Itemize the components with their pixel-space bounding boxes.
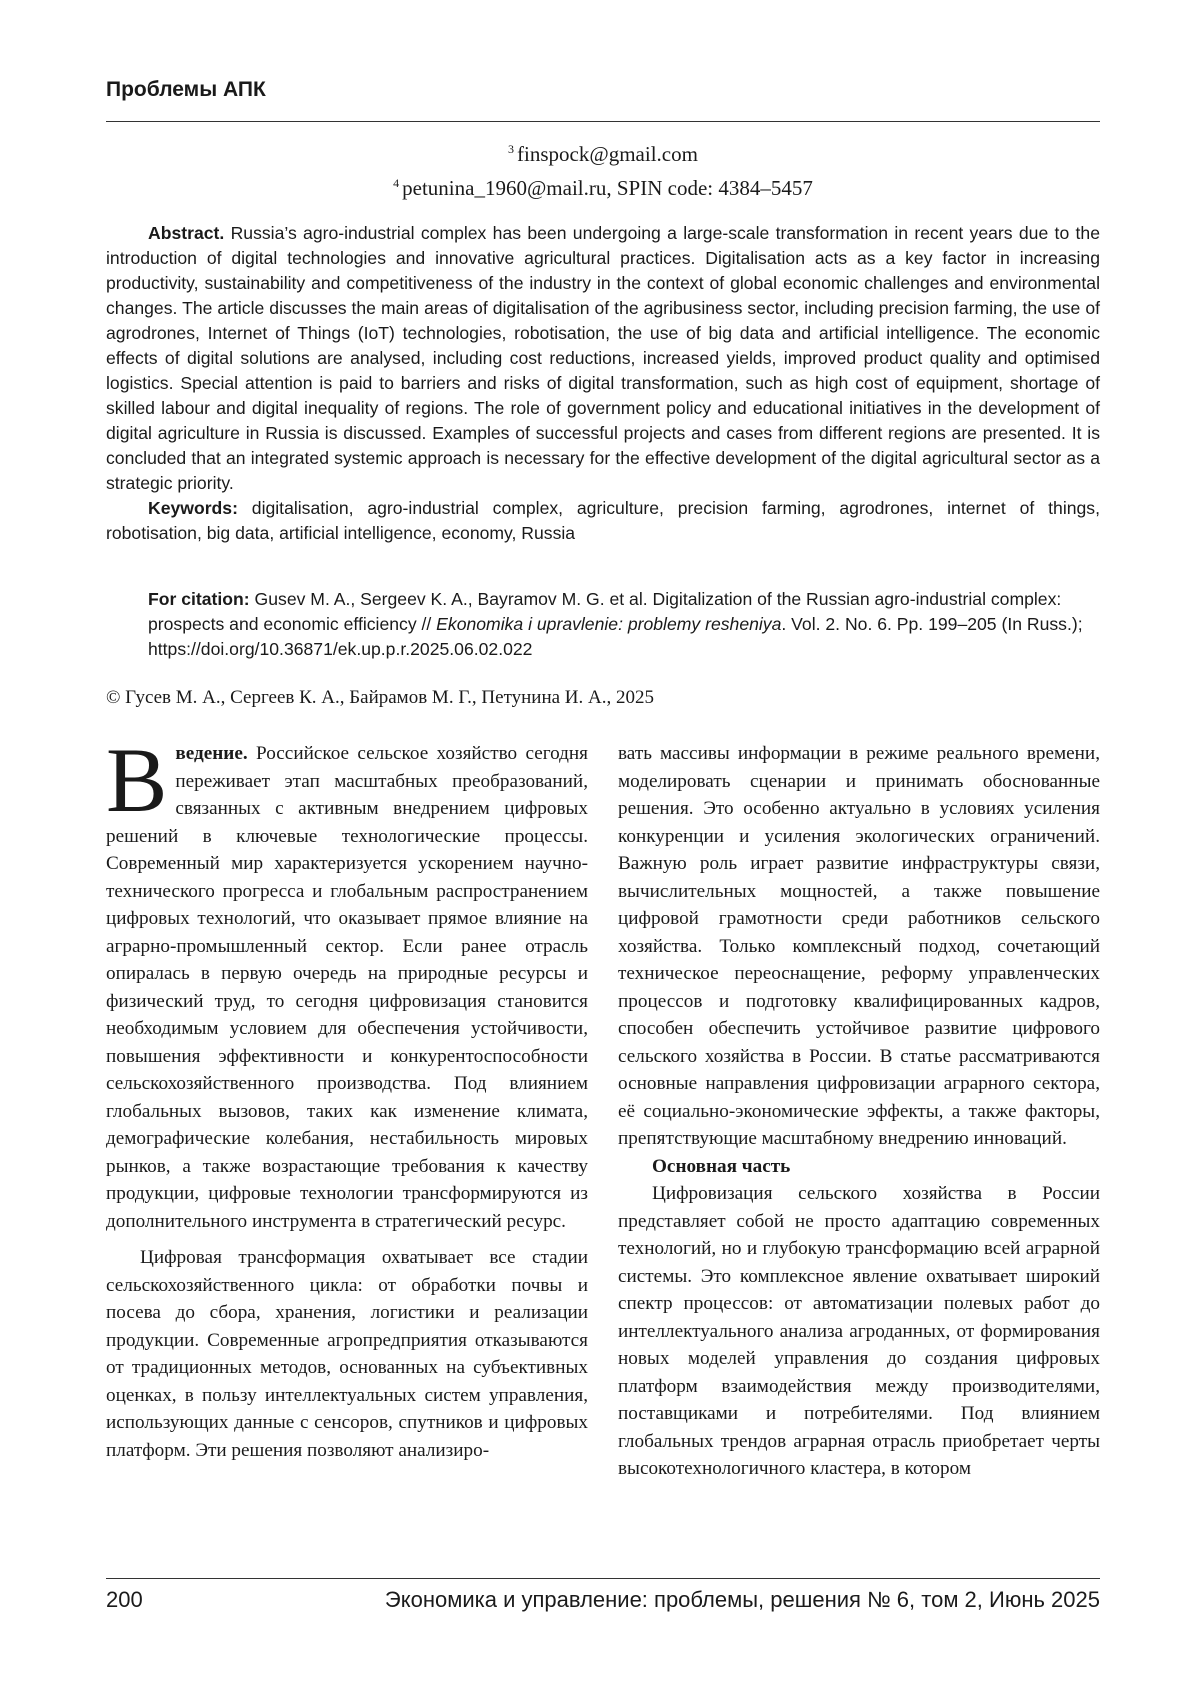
citation	[148, 587, 1100, 662]
abstract	[106, 221, 1100, 496]
affiliation-number: 3	[508, 142, 515, 156]
article-body	[106, 729, 1100, 1568]
keywords-label: Keywords:	[148, 498, 238, 518]
citation-journal: Ekonomika i upravlenie: problemy resheniya	[436, 614, 782, 634]
left-column	[106, 729, 589, 1464]
citation-details: . Vol. 2. No. 6. Pp. 199–205 (In Russ.); https://doi.org/10.36871/ek.up.p.r.2025.06.02.022	[148, 614, 1083, 659]
copyright-line: © Гусев М. А., Сергеев К. А., Байрамов М. Г., Петунина И. А., 2025	[106, 687, 655, 708]
section-heading: Основная часть	[652, 1155, 791, 1177]
drop-cap: В	[106, 729, 168, 831]
intro-paragraph	[106, 729, 589, 1235]
citation-label: For citation:	[148, 589, 250, 609]
journal-footer: Экономика и управление: проблемы, решения № 6, том 2, Июнь 2025	[384, 1587, 1100, 1612]
body-paragraph: Цифровизация сельского хозяйства в России представляет собой не просто адаптацию современных технологий, но и глубокую трансформацию всей аграрной системы. Это комплексное явление охватывает широкий спектр процессов: от автоматизации полевых работ до интеллектуального анализа агроданных, от формирования новых моделей управления до создания цифровых платформ взаимодействия между производителями, поставщиками и потребителями. Под влиянием глобальных трендов аграрная отрасль приобретает черты высокотехнологичного кластера, в котором	[618, 1183, 1100, 1479]
email-text: finspock@gmail.com	[517, 142, 698, 166]
abstract-block	[106, 221, 1100, 546]
author-emails	[106, 135, 1100, 203]
keywords-text: digitalisation, agro-industrial complex, agriculture, precision farming, agrodrones, internet of things, robotisation, big data, artificial intelligence, economy, Russia	[106, 498, 1100, 543]
keywords	[106, 496, 1100, 546]
email-line	[106, 135, 1100, 169]
intro-text: Российское сельское хозяйство сегодня переживает этап масштабных преобразований, связанных с активным внедрением цифровых решений в ключевые технологические процессы. Современный мир характеризуется ускорением научно-технического прогресса и глобальным распространением цифровых технологий, что оказывает прямое влияние на аграрно-промышленный сектор. Если ранее отрасль опиралась в первую очередь на природные ресурсы и физический труд, то сегодня цифровизация становится необходимым условием для обеспечения устойчивости, повышения эффективности и конкурентоспособности сельскохозяйственного производства. Под влиянием глобальных вызовов, таких как изменение климата, демографические колебания, нестабильность мировых рынков, а также возрастающие требования к качеству продукции, цифровые технологии трансформируются из дополнительного инструмента в стратегический ресурс.	[106, 743, 589, 1232]
header-divider	[106, 121, 1100, 122]
running-header	[106, 78, 1100, 102]
citation-text: Gusev M. A., Sergeev K. A., Bayramov M. G. et al. Digitalization of the Russian agro-industrial complex: prospects and economic efficiency //	[148, 589, 1062, 634]
citation-block	[148, 587, 1100, 662]
intro-heading: ведение.	[175, 743, 248, 764]
affiliation-number: 4	[393, 176, 400, 190]
email-text: petunina_1960@mail.ru, SPIN code: 4384–5457	[402, 176, 813, 200]
body-paragraph-continued: вать массивы информации в режиме реального времени, моделировать сценарии и принимать обоснованные решения. Это особенно актуально в условиях усиления конкуренции и усиления экологических ограничений. Важную роль играет развитие инфраструктуры связи, вычислительных мощностей, а также повышение цифровой грамотности среди работников сельского хозяйства. Только комплексный подход, сочетающий техническое переоснащение, реформу управленческих процессов и подготовку квалифицированных кадров, способен обеспечить устойчивое развитие цифрового сельского хозяйства в России. В статье рассматриваются основные направления цифровизации аграрного сектора, её социально-экономические эффекты, а также факторы, препятствующие масштабному внедрению инноваций.	[618, 743, 1100, 1149]
email-line	[106, 169, 1100, 203]
page-number: 200	[106, 1587, 143, 1612]
right-column	[618, 740, 1100, 1483]
footer-divider	[106, 1578, 1100, 1579]
body-paragraph: Цифровая трансформация охватывает все стадии сельскохозяйственного цикла: от обработки почвы и посева до сбора, хранения, логистики и реализации продукции. Современные агропредприятия отказываются от традиционных методов, основанных на субъективных оценках, в пользу интеллектуальных систем управления, использующих данные с сенсоров, спутников и цифровых платформ. Эти решения позволяют анализиро-	[106, 1247, 588, 1461]
section-title: Проблемы АПК	[106, 78, 266, 101]
abstract-label: Abstract.	[148, 223, 225, 243]
page	[106, 0, 1100, 1698]
abstract-text: Russia’s agro-industrial complex has been undergoing a large-scale transformation in recent years due to the introduction of digital technologies and innovative agricultural practices. Digitalisation acts as a key factor in increasing productivity, sustainability and competitiveness of the industry in the context of global economic challenges and environmental changes. The article discusses the main areas of digitalisation of the agribusiness sector, including precision farming, the use of agrodrones, Internet of Things (IoT) technologies, robotisation, the use of big data and artificial intelligence. The economic effects of digital solutions are analysed, including cost reductions, increased yields, improved product quality and optimised logistics. Special attention is paid to barriers and risks of digital transformation, such as high cost of equipment, shortage of skilled labour and digital inequality of regions. The role of government policy and educational initiatives in the development of digital agriculture in Russia is discussed. Examples of successful projects and cases from different regions are presented. It is concluded that an integrated systemic approach is necessary for the effective development of the digital agricultural sector as a strategic priority.	[106, 223, 1100, 493]
